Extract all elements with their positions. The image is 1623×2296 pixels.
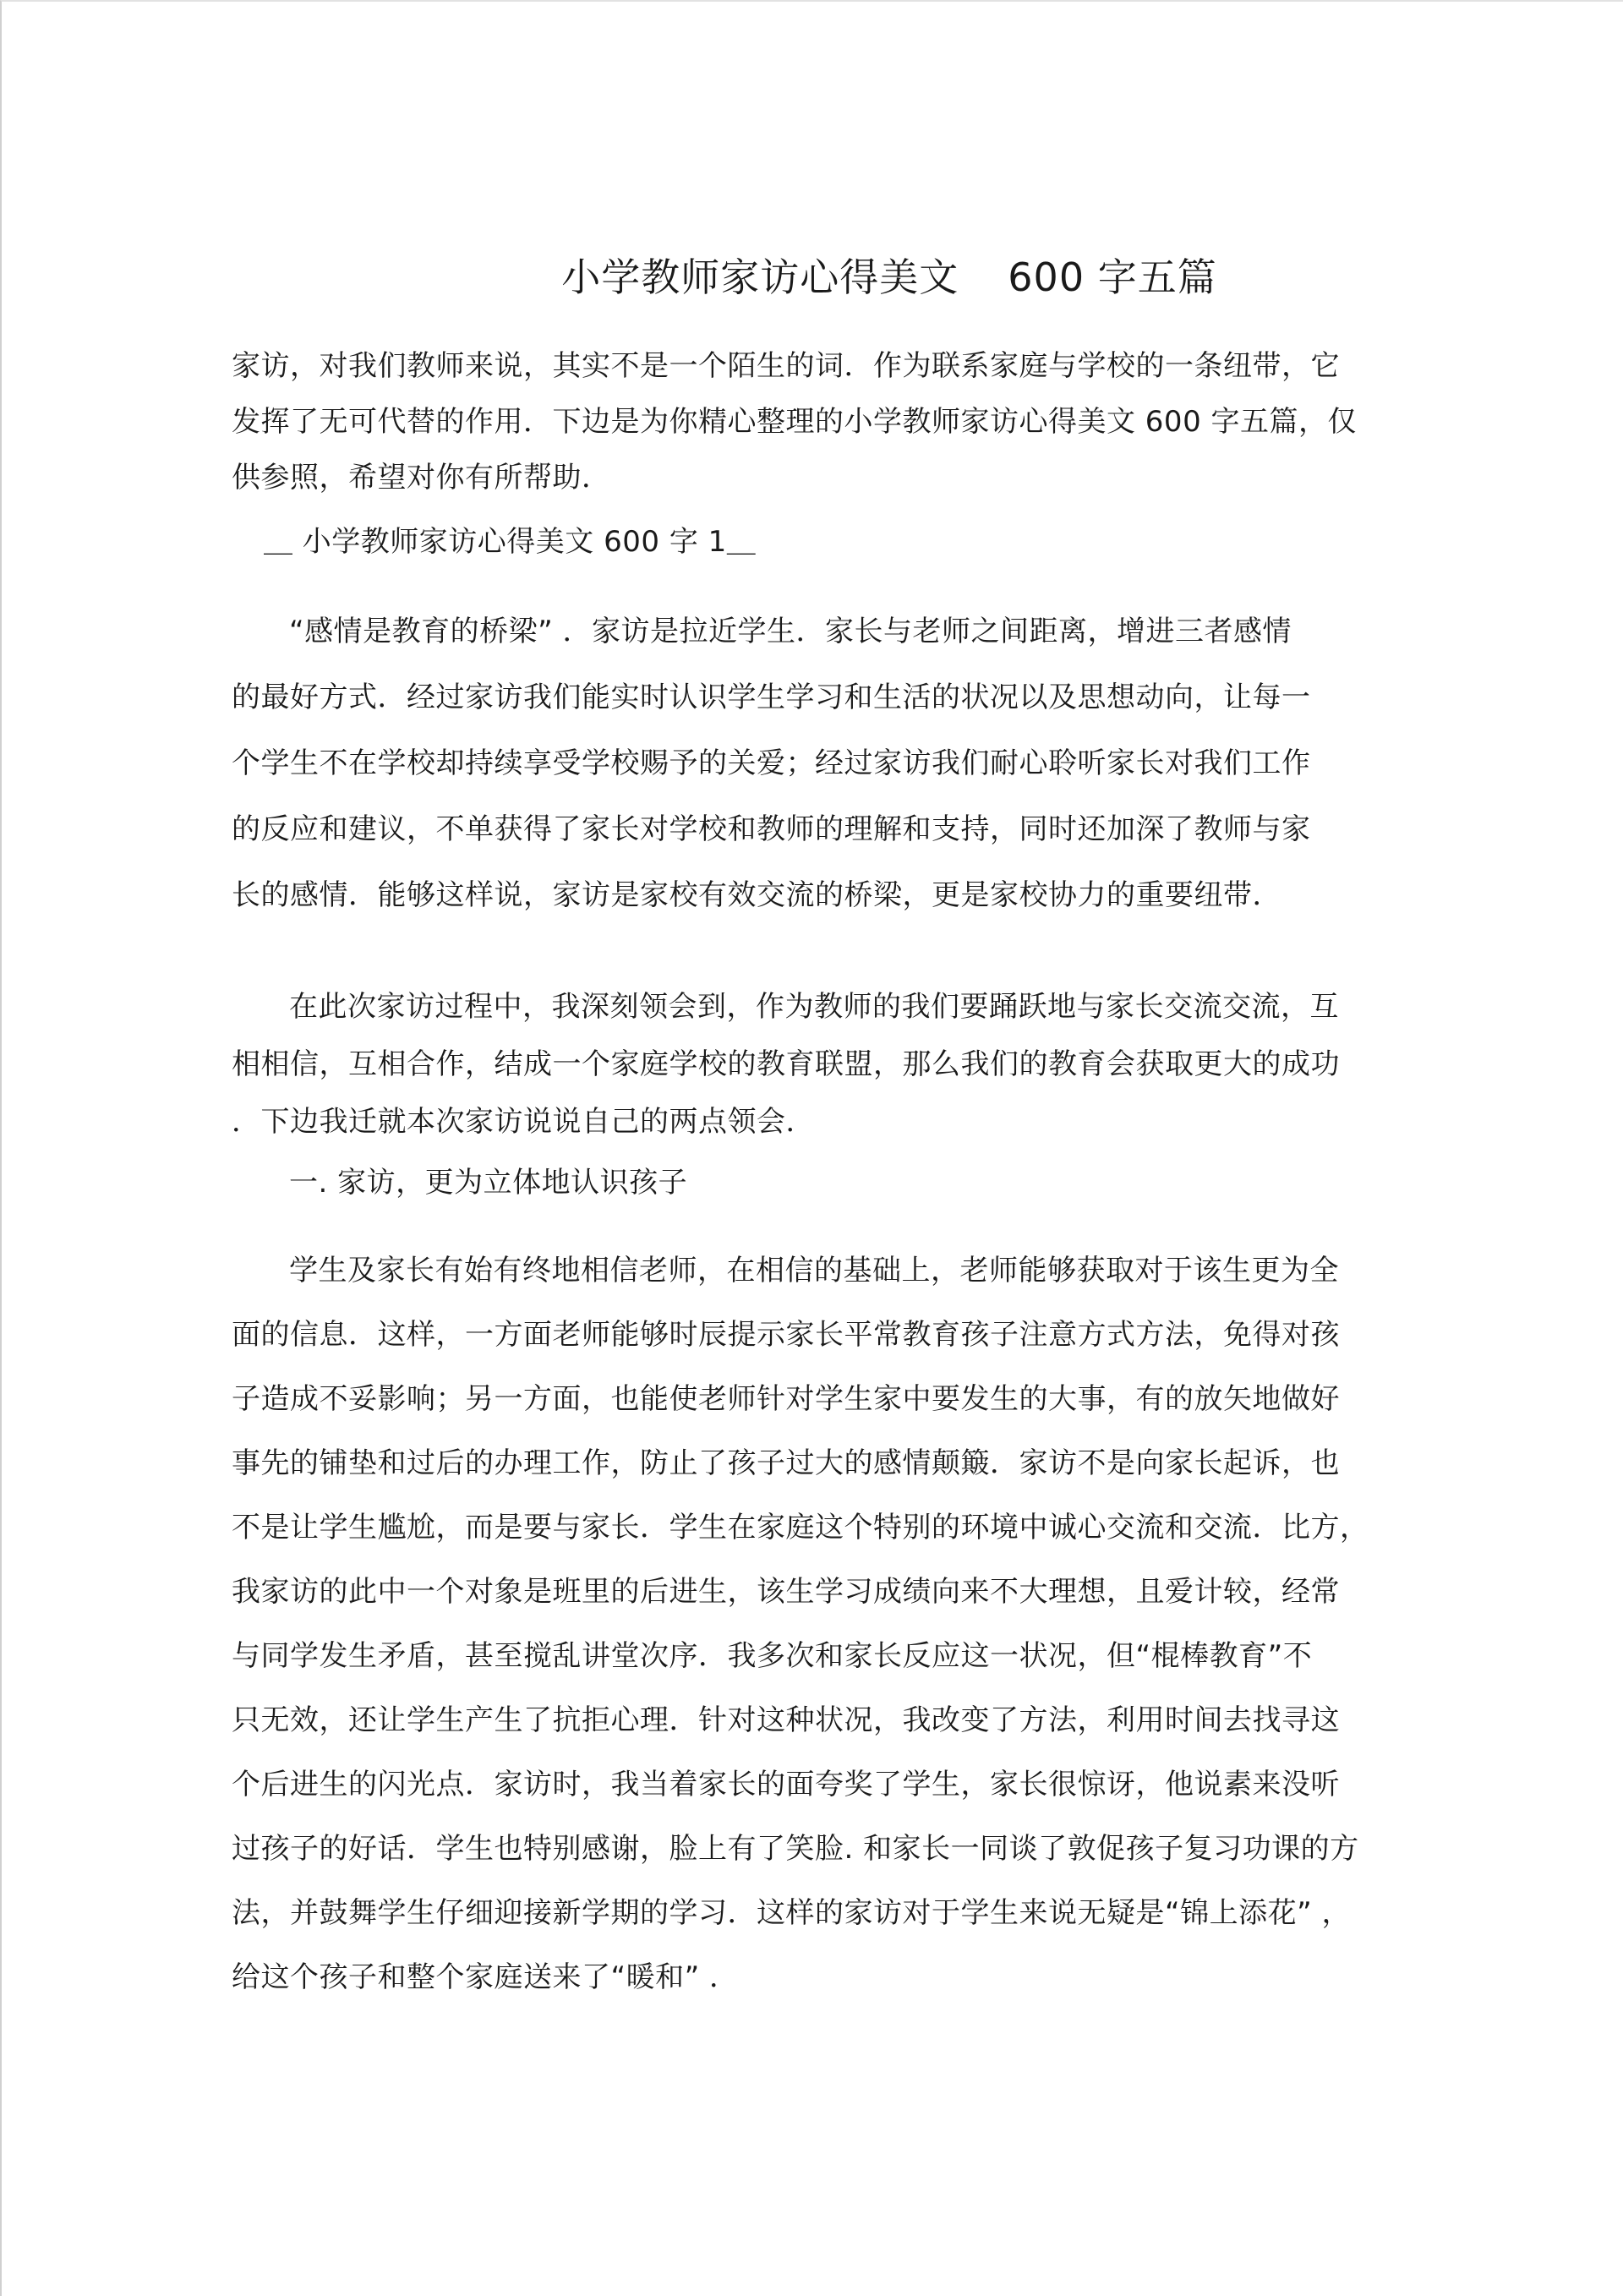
paragraph-line: 的最好方式．经过家访我们能实时认识学生学习和生活的状况以及思想动向，让每一 bbox=[232, 681, 1311, 714]
paragraph-line: 不是让学生尴尬，而是要与家长．学生在家庭这个特别的环境中诚心交流和交流．比方， bbox=[232, 1511, 1369, 1544]
paragraph-line: 与同学发生矛盾，甚至搅乱讲堂次序．我多次和家长反应这一状况，但“棍棒教育”不 bbox=[232, 1639, 1313, 1673]
paragraph-line: 过孩子的好话．学生也特别感谢，脸上有了笑脸. 和家长一同谈了敦促孩子复习功课的方 bbox=[232, 1832, 1359, 1866]
intro-line: 供参照，希望对你有所帮助． bbox=[232, 461, 611, 495]
title-number: 600 字五篇 bbox=[1008, 254, 1217, 300]
subheading: 一. 家访，更为立体地认识孩子 bbox=[289, 1166, 688, 1200]
paragraph-line: 给这个孩子和整个家庭送来了“暖和” ． bbox=[232, 1960, 739, 1994]
paragraph-line: ．下边我迁就本次家访说说自己的两点领会． bbox=[232, 1105, 815, 1139]
paragraph-line: 只无效，还让学生产生了抗拒心理．针对这种状况，我改变了方法，利用时间去找寻这 bbox=[232, 1703, 1340, 1737]
paragraph-line: 的反应和建议，不单获得了家长对学校和教师的理解和支持，同时还加深了教师与家 bbox=[232, 812, 1311, 846]
paragraph-line: 事先的铺垫和过后的办理工作，防止了孩子过大的感情颠簸．家访不是向家长起诉，也 bbox=[232, 1446, 1340, 1480]
paragraph-line: 面的信息．这样，一方面老师能够时辰提示家长平常教育孩子注意方式方法，免得对孩 bbox=[232, 1318, 1340, 1352]
document-title bbox=[2, 247, 1623, 303]
paragraph-line: “感情是教育的桥梁” ．家访是拉近学生．家长与老师之间距离，增进三者感情 bbox=[289, 615, 1292, 648]
paragraph-line: 学生及家长有始有终地相信老师，在相信的基础上，老师能够获取对于该生更为全 bbox=[289, 1254, 1339, 1287]
intro-line: 发挥了无可代替的作用．下边是为你精心整理的小学教师家访心得美文 600 字五篇，仅 bbox=[232, 405, 1358, 439]
paragraph-line: 子造成不妥影响；另一方面，也能使老师针对学生家中要发生的大事，有的放矢地做好 bbox=[232, 1382, 1340, 1416]
paragraph-line: 个学生不在学校却持续享受学校赐予的关爱；经过家访我们耐心聆听家长对我们工作 bbox=[232, 746, 1311, 780]
paragraph-line: 法，并鼓舞学生仔细迎接新学期的学习．这样的家访对于学生来说无疑是“锦上添花” ， bbox=[232, 1896, 1352, 1930]
title-main: 小学教师家访心得美文 bbox=[561, 254, 959, 300]
intro-line: 家访，对我们教师来说，其实不是一个陌生的词．作为联系家庭与学校的一条纽带，它 bbox=[232, 349, 1340, 383]
paragraph-line: 长的感情．能够这样说，家访是家校有效交流的桥梁，更是家校协力的重要纽带． bbox=[232, 878, 1281, 912]
paragraph-line: 在此次家访过程中，我深刻领会到，作为教师的我们要踊跃地与家长交流交流，互 bbox=[289, 990, 1339, 1024]
paragraph-line: 相相信，互相合作，结成一个家庭学校的教育联盟，那么我们的教育会获取更大的成功 bbox=[232, 1047, 1340, 1081]
paragraph-line: 我家访的此中一个对象是班里的后进生，该生学习成绩向来不大理想，且爱计较，经常 bbox=[232, 1575, 1340, 1609]
section-heading: ＿ 小学教师家访心得美文 600 字 1＿ bbox=[264, 525, 757, 559]
paragraph-line: 个后进生的闪光点．家访时，我当着家长的面夸奖了学生，家长很惊讶，他说素来没听 bbox=[232, 1768, 1340, 1801]
